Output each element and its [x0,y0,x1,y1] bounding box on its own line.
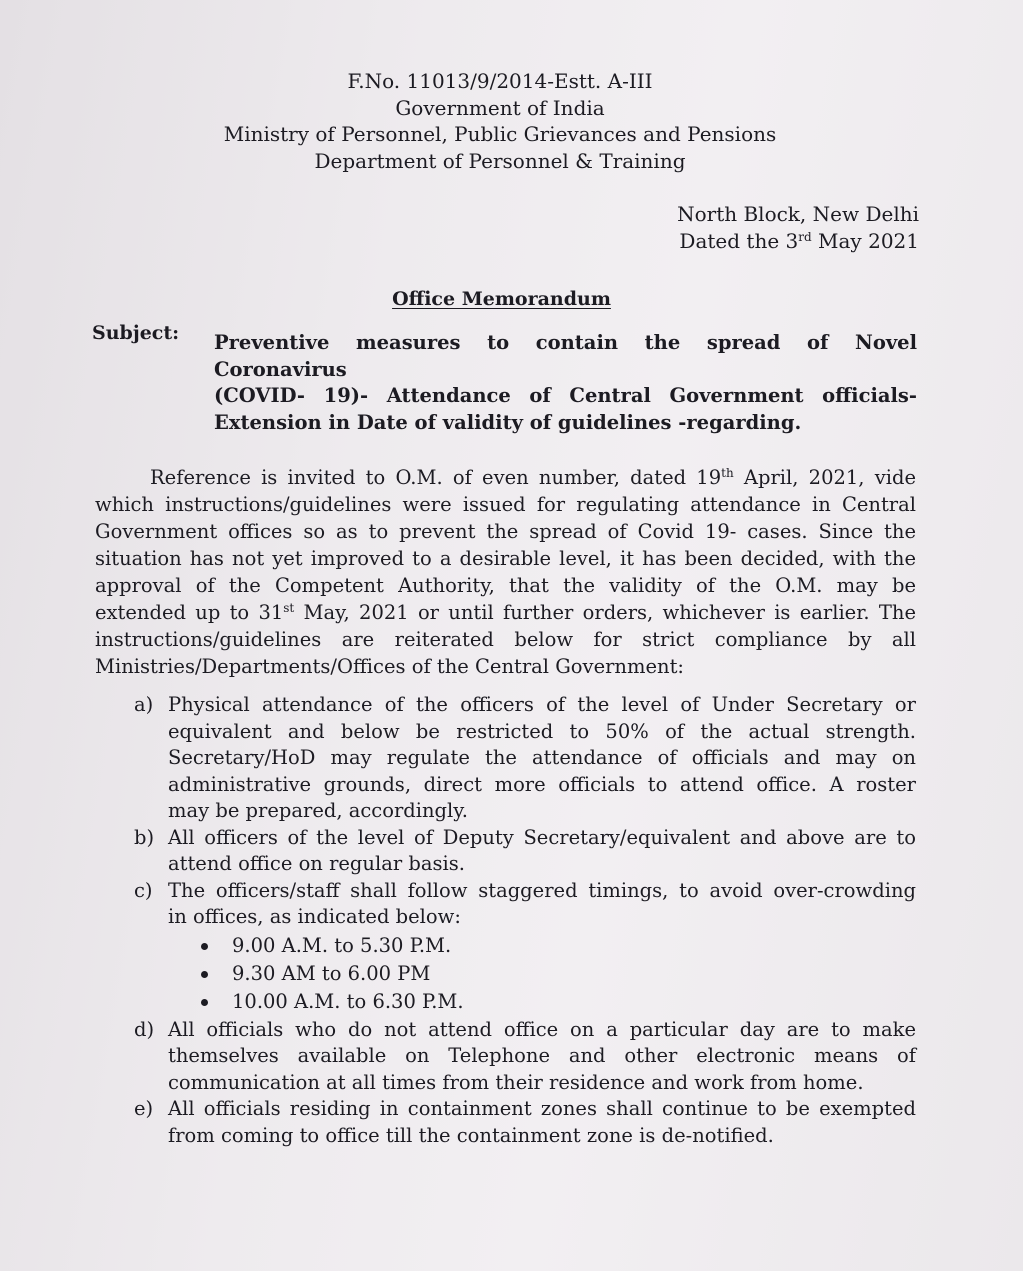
item-marker: e) [134,1097,154,1120]
item-line: The officers/staff shall follow staggered timings, to avoid over-crowding [168,878,916,902]
item-marker: a) [134,693,154,716]
item-line: administrative grounds, direct more officials to attend office. A roster [168,772,916,796]
paragraph-line: which instructions/guidelines were issued for regulating attendance in Central [95,493,916,516]
item-marker: d) [134,1017,155,1041]
subject-line-1: Preventive measures to contain the spread of Novel Coronavirus [214,331,917,381]
ordinal-sup: th [721,466,734,480]
department-name: Department of Personnel & Training [314,148,686,173]
list-item-d [134,1017,916,1097]
list-item-c [134,878,916,1016]
paragraph-line: situation has not yet improved to a desirable level, it has been decided, with the [95,547,916,570]
item-line: equivalent and below be restricted to 50% of the actual strength. [168,719,916,743]
item-line: All officials residing in containment zones shall continue to be exempted [168,1097,916,1120]
timing-text: 9.00 A.M. to 5.30 P.M. [232,933,452,957]
item-line: Secretary/HoD may regulate the attendance of officials and may on [168,746,916,769]
item-line: All officers of the level of Deputy Secretary/equivalent and above are to [168,825,916,849]
subject-line-2: (COVID- 19)- Attendance of Central Government officials- [214,384,917,407]
paragraph-line: approval of the Competent Authority, that the validity of the O.M. may be [95,574,916,597]
date-suffix-sup: rd [798,229,812,244]
timing-item [201,988,916,1016]
item-line: communication at all times from their residence and work from home. [168,1070,864,1094]
item-line: may be prepared, accordingly. [168,799,468,822]
timing-text: 9.30 AM to 6.00 PM [232,961,431,985]
list-item-b [134,825,916,878]
date-prefix: Dated the 3 [679,228,799,253]
paragraph-text: extended up to 31 [95,601,284,624]
guidelines-list [134,692,916,1149]
item-line: themselves available on Telephone and other electronic means of [168,1044,916,1067]
government-name: Government of India [395,95,605,120]
timing-item [201,932,916,960]
date-suffix: May 2021 [811,228,919,253]
item-marker: b) [134,825,155,849]
location: North Block, New Delhi [677,202,919,226]
item-line: in offices, as indicated below: [168,905,461,928]
paragraph-text: Reference is invited to O.M. of even number, dated 19 [150,466,722,489]
bullet-icon [201,999,208,1006]
item-line: from coming to office till the containment zone is de-notified. [168,1123,774,1147]
paragraph-line [95,464,916,491]
timing-text: 10.00 A.M. to 6.30 P.M. [232,989,464,1013]
item-line: attend office on regular basis. [168,852,465,875]
paragraph-line: Ministries/Departments/Offices of the Central Government: [95,655,684,678]
reference-paragraph [95,464,916,680]
file-number: F.No. 11013/9/2014-Estt. A-III [347,69,653,93]
paragraph-line: Government offices so as to prevent the spread of Covid 19- cases. Since the [95,520,916,543]
list-item-a [134,692,916,825]
item-line: Physical attendance of the officers of the level of Under Secretary or [168,693,916,716]
ministry-name: Ministry of Personnel, Public Grievances and Pensions [223,122,777,146]
timings-list [168,932,916,1016]
bullet-icon [201,971,208,978]
subject-text [214,330,917,436]
timing-item [201,960,916,988]
ordinal-sup: st [283,601,295,615]
item-marker: c) [134,878,153,902]
paragraph-line: instructions/guidelines are reiterated below for strict compliance by all [95,628,916,651]
subject-line-3: Extension in Date of validity of guidelines -regarding. [214,410,802,434]
list-item-e [134,1096,916,1149]
date-line [677,228,919,255]
place-and-date [677,201,919,254]
paragraph-text: May, 2021 or until further orders, whichever is earlier. The [294,601,916,624]
bullet-icon [201,943,208,950]
paragraph-line [95,599,916,626]
subject-label: Subject: [92,322,180,344]
document-title: Office Memorandum [392,288,611,310]
letterhead [150,68,850,174]
item-line: All officials who do not attend office on a particular day are to make [168,1017,916,1041]
paragraph-text: April, 2021, vide [733,466,916,489]
